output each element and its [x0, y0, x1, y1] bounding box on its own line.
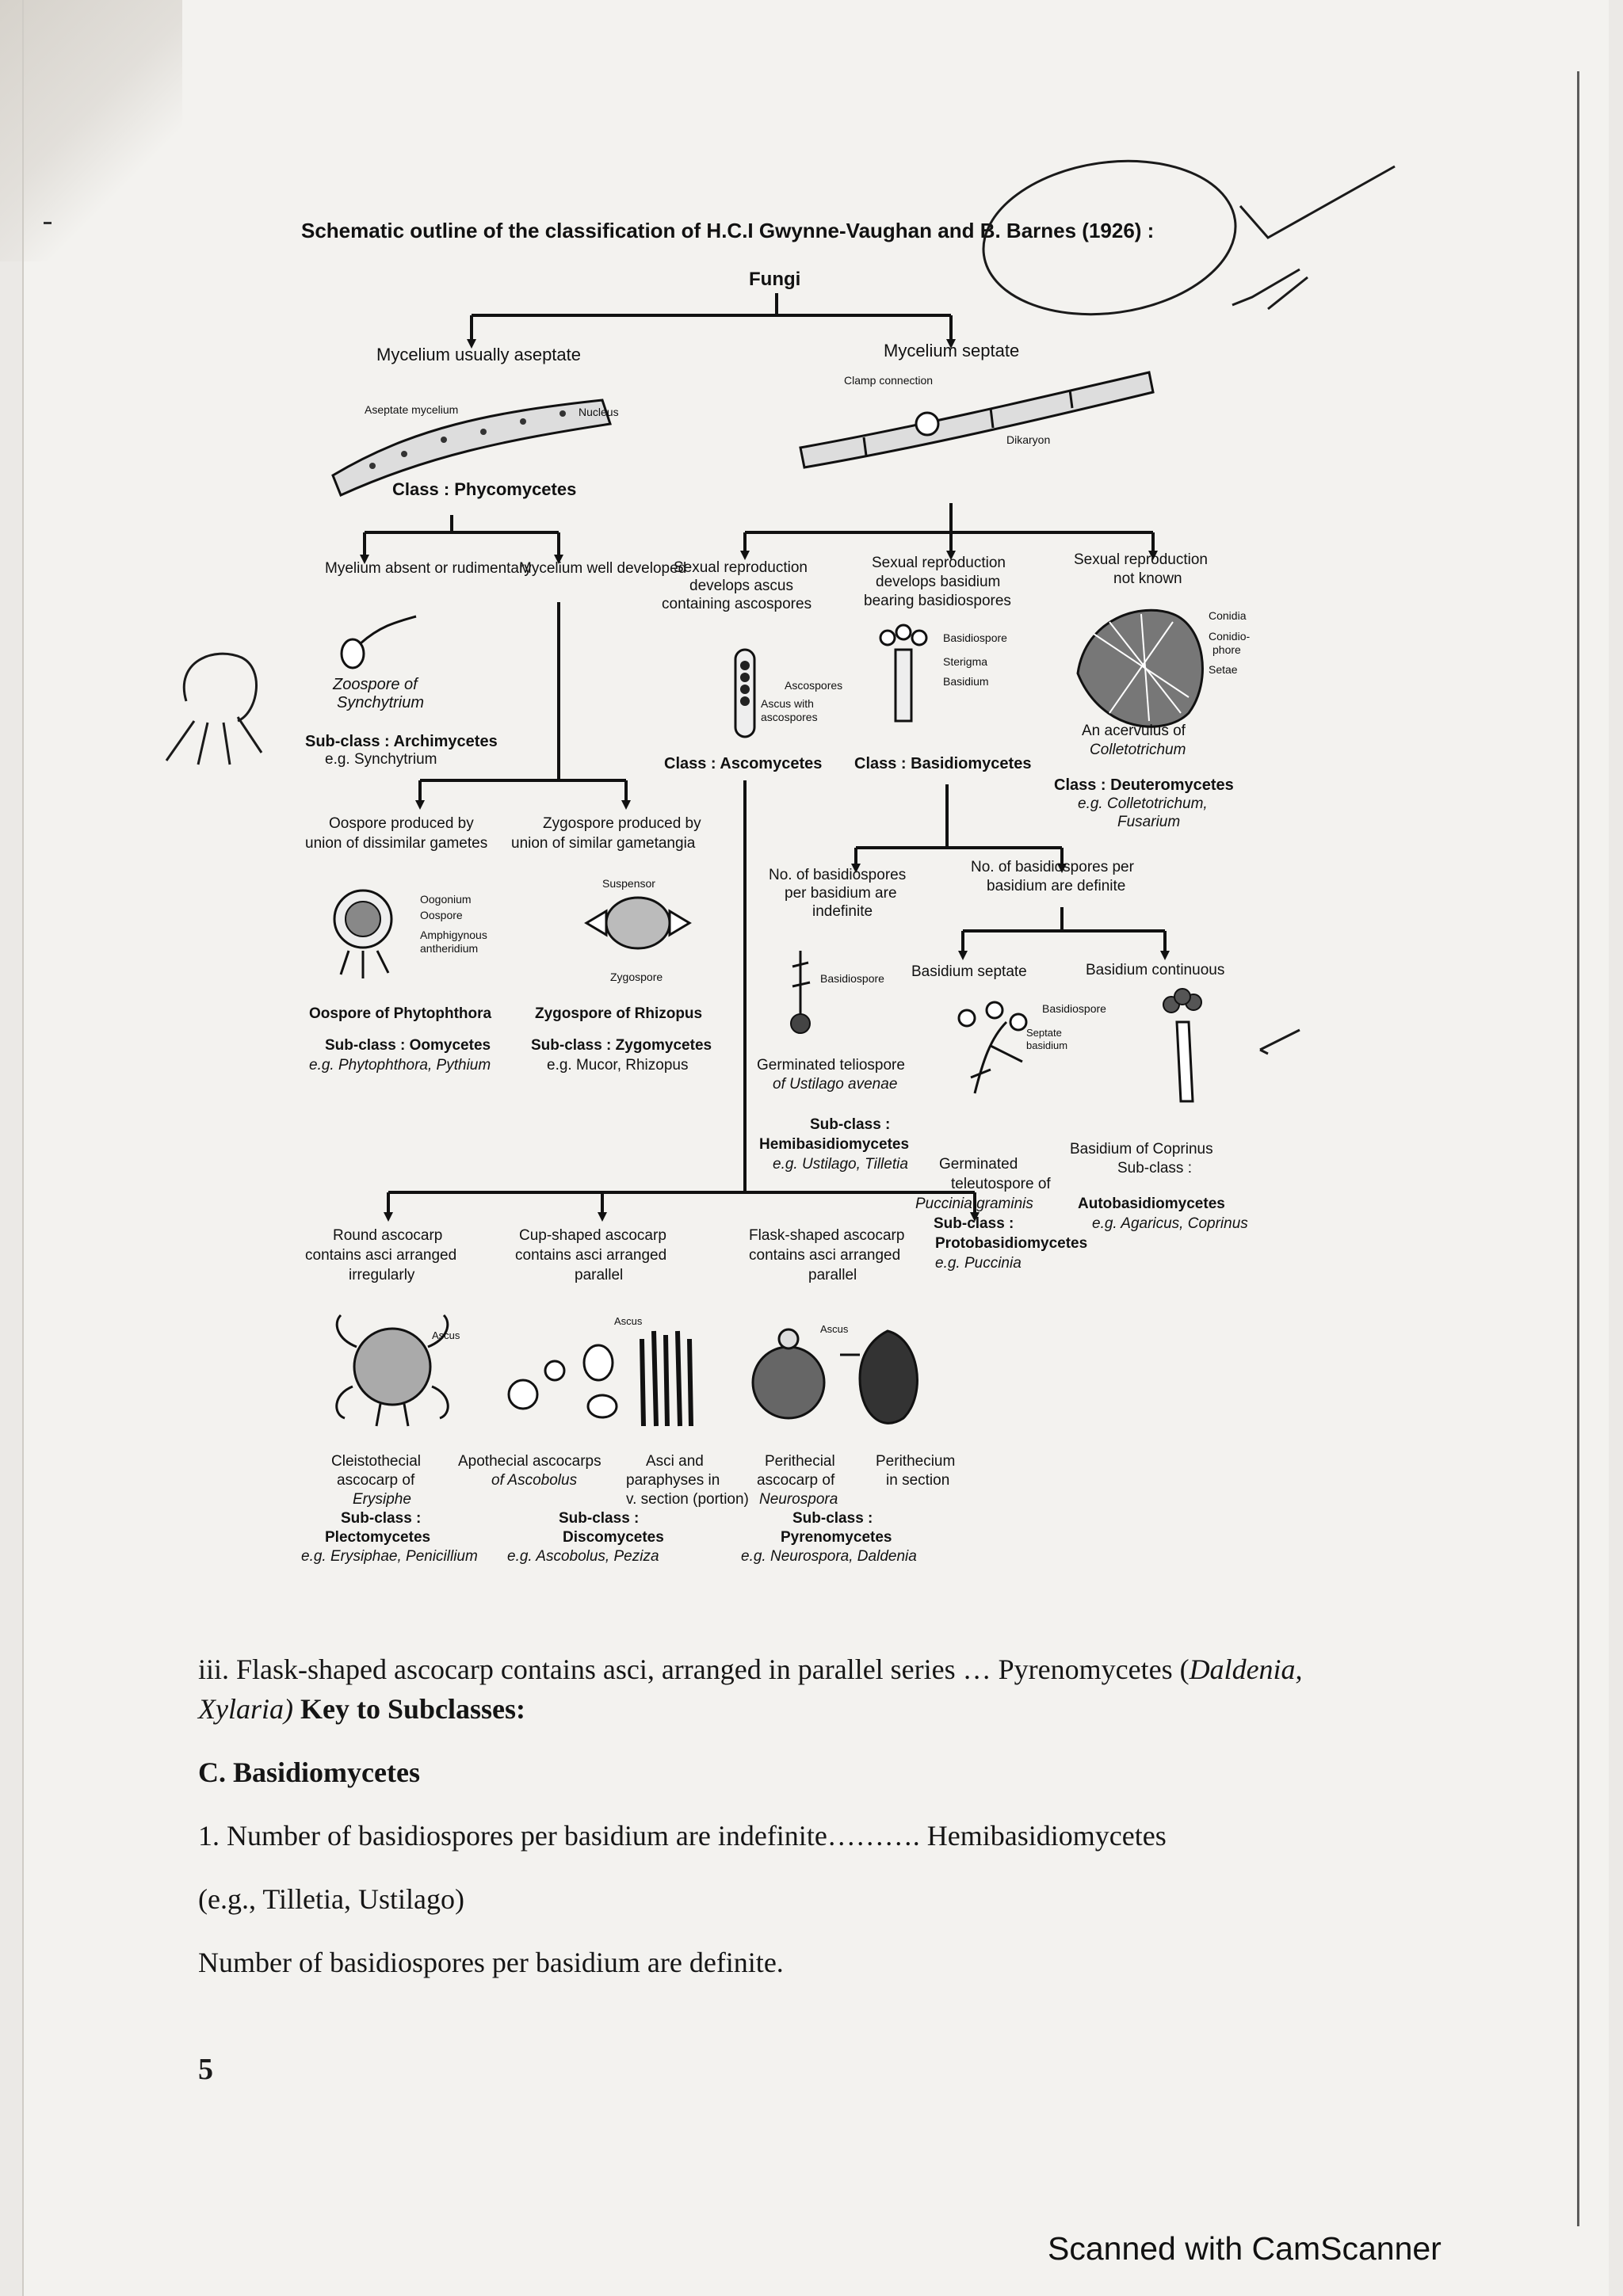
hemi-label-2: Hemibasidiomycetes [759, 1136, 910, 1153]
class-ascomycetes: Class : Ascomycetes [664, 755, 823, 772]
perith-3: Neurospora [759, 1491, 838, 1508]
nucleus-label: Nucleus [579, 406, 619, 418]
paragraph-line-2: Xylaria) Key to Subclasses: [198, 1693, 525, 1725]
conidiophore-label-2: phore [1212, 643, 1241, 656]
teliospore-drawing [792, 951, 810, 1014]
sexual-basid-3: bearing basidiospores [864, 593, 1011, 609]
disco-1: Sub-class : [559, 1510, 640, 1527]
germinated-3: Puccinia graminis [915, 1196, 1033, 1212]
zoospore-label: Zoospore of [333, 676, 418, 693]
mycelium-well-developed: Mycelium well developed [519, 560, 687, 577]
sexual-basid-1: Sexual reproduction [872, 555, 1006, 571]
cup-1: Cup-shaped ascocarp [519, 1227, 666, 1244]
zygospore-heading-2: union of similar gametangia [511, 835, 696, 852]
hemi-label-1: Sub-class : [810, 1116, 891, 1133]
auto-label-2: Autobasidiomycetes [1078, 1196, 1225, 1212]
teliospore-caption-2: of Ustilago avenae [773, 1076, 898, 1093]
oomycetes-example: e.g. Phytophthora, Pythium [309, 1057, 491, 1074]
oogonium-label: Oogonium [420, 893, 472, 906]
perith-sec-2: in section [886, 1472, 950, 1489]
disco-example: e.g. Ascobolus, Peziza [507, 1548, 659, 1565]
cleistothecium-drawing [354, 1329, 430, 1405]
asci-1: Asci and [646, 1453, 704, 1470]
sexual-none-2: not known [1113, 570, 1182, 587]
apothecium-drawing [509, 1345, 617, 1417]
acervulus-caption-2: Colletotrichum [1090, 742, 1186, 758]
ascus-label-1: Ascus [432, 1329, 460, 1341]
disco-2: Discomycetes [563, 1529, 664, 1546]
cup-3: parallel [575, 1267, 624, 1283]
sexual-ascus-2: develops ascus [689, 578, 793, 594]
round-1: Round ascocarp [333, 1227, 443, 1244]
ascus-ascospores-label: ascospores [761, 711, 818, 723]
class-basidiomycetes: Class : Basidiomycetes [854, 755, 1032, 772]
cleisto-2: ascocarp of [337, 1472, 415, 1489]
acervulus-caption-1: An acervulus of [1082, 723, 1186, 739]
zygomycetes-example: e.g. Mucor, Rhizopus [547, 1057, 689, 1074]
round-2: contains asci arranged [305, 1247, 457, 1264]
page-number: 5 [198, 2053, 213, 2086]
archimycetes-label: Sub-class : Archimycetes [305, 733, 498, 750]
clamp-connection-label: Clamp connection [844, 374, 934, 387]
asci-2: paraphyses in [626, 1472, 720, 1489]
suspensor-label: Suspensor [602, 877, 655, 890]
indefinite-1: No. of basidiospores [769, 867, 907, 883]
antheridium-label: antheridium [420, 942, 479, 955]
setae-label: Setae [1209, 663, 1238, 676]
oospore-caption: Oospore of Phytophthora [309, 1005, 492, 1022]
hemi-example: e.g. Ustilago, Tilletia [773, 1156, 908, 1173]
perith-sec-1: Perithecium [876, 1453, 956, 1470]
conidiophore-label-1: Conidio- [1209, 630, 1251, 643]
ascus-with-label: Ascus with [761, 697, 814, 710]
germinated-2: teleutospore of [951, 1176, 1051, 1192]
asci-paraphyses-drawing [642, 1331, 691, 1426]
aseptate-heading: Mycelium usually aseptate [376, 345, 582, 364]
zygospore-heading-1: Zygospore produced by [543, 815, 701, 832]
flask-2: contains asci arranged [749, 1247, 901, 1264]
definite-2: basidium are definite [987, 878, 1126, 894]
septate-basidium-label-2: basidium [1026, 1039, 1068, 1051]
diagram-title: Schematic outline of the classification of H.C.I Gwynne-Vaughan and B. Barnes (1926) : [301, 219, 1155, 242]
sterigma-label: Sterigma [943, 655, 988, 668]
round-3: irregularly [349, 1267, 415, 1283]
section-heading: C. Basidiomycetes [198, 1756, 420, 1788]
fungi-label: Fungi [749, 269, 801, 290]
aseptate-mycelium-label: Aseptate mycelium [365, 403, 459, 416]
auto-example: e.g. Agaricus, Coprinus [1092, 1215, 1248, 1232]
germinated-1: Germinated [939, 1156, 1018, 1173]
basidium-label: Basidium [943, 675, 989, 688]
plecto-example: e.g. Erysiphae, Penicillium [301, 1548, 478, 1565]
proto-example: e.g. Puccinia [935, 1255, 1022, 1272]
ascus-label-3: Ascus [820, 1323, 849, 1335]
plecto-1: Sub-class : [341, 1510, 422, 1527]
sexual-basid-2: develops basidium [876, 574, 1001, 590]
septate-basidiospore-label: Basidiospore [1042, 1002, 1106, 1015]
zygomycetes-label: Sub-class : Zygomycetes [531, 1037, 712, 1054]
zygospore-caption: Zygospore of Rhizopus [535, 1005, 703, 1022]
asci-3: v. section (portion) [626, 1491, 749, 1508]
pyreno-1: Sub-class : [792, 1510, 873, 1527]
ascus-label-2: Ascus [614, 1315, 643, 1327]
flask-3: parallel [808, 1267, 857, 1283]
indefinite-3: indefinite [812, 903, 873, 920]
basidium-drawing [896, 650, 911, 721]
perithecium-drawing [753, 1347, 824, 1418]
class-deuteromycetes: Class : Deuteromycetes [1054, 776, 1234, 794]
oospore-heading-1: Oospore produced by [329, 815, 474, 832]
archimycetes-example: e.g. Synchytrium [325, 751, 437, 768]
flask-1: Flask-shaped ascocarp [749, 1227, 905, 1244]
indefinite-2: per basidium are [785, 885, 897, 902]
example-line: (e.g., Tilletia, Ustilago) [198, 1883, 464, 1915]
perith-2: ascocarp of [757, 1472, 835, 1489]
pyreno-example: e.g. Neurospora, Daldenia [741, 1548, 917, 1565]
cleisto-3: Erysiphe [353, 1491, 411, 1508]
septate-basidium-drawing [971, 1022, 1022, 1093]
class-phycomycetes: Class : Phycomycetes [392, 479, 577, 499]
septate-hypha [800, 372, 1153, 467]
list-item-2: Number of basidiospores per basidium are definite. [198, 1947, 784, 1978]
coprinus-basidium-drawing [1177, 1022, 1193, 1101]
synchytrium-label: Synchytrium [337, 694, 425, 711]
oomycetes-label: Sub-class : Oomycetes [325, 1037, 491, 1054]
deuteromycetes-example-2: Fusarium [1117, 814, 1181, 830]
teliospore-caption-1: Germinated teliospore [757, 1057, 905, 1074]
sexual-ascus-3: containing ascospores [662, 596, 812, 612]
perith-1: Perithecial [765, 1453, 835, 1470]
paragraph-line-1: iii. Flask-shaped ascocarp contains asci, arranged in parallel series … Pyrenomycetes (Daldenia, [198, 1653, 1303, 1685]
sexual-ascus-1: Sexual reproduction [674, 559, 808, 576]
apoth-1: Apothecial ascocarps [458, 1453, 601, 1470]
basidium-septate: Basidium septate [911, 963, 1027, 980]
ascospores-label: Ascospores [785, 679, 843, 692]
definite-1: No. of basidiospores per [971, 859, 1134, 875]
camscanner-watermark: Scanned with CamScanner [1048, 2230, 1442, 2267]
deuteromycetes-example-1: e.g. Colletotrichum, [1078, 795, 1208, 812]
pyreno-2: Pyrenomycetes [781, 1529, 892, 1546]
dikaryon-label: Dikaryon [1006, 433, 1051, 446]
perithecium-section-drawing [860, 1331, 917, 1423]
mycelium-absent: Myelium absent or rudimentary [325, 560, 532, 577]
plecto-2: Plectomycetes [325, 1529, 431, 1546]
zygospore-drawing [606, 898, 670, 948]
list-item-1: 1. Number of basidiospores per basidium are indefinite………. Hemibasidiomycetes [198, 1820, 1167, 1852]
basidiospore-top-label: Basidiospore [943, 631, 1007, 644]
conidia-label: Conidia [1209, 609, 1247, 622]
sexual-none-1: Sexual reproduction [1074, 551, 1208, 568]
proto-label-1: Sub-class : [934, 1215, 1014, 1232]
apoth-2: of Ascobolus [491, 1472, 578, 1489]
septate-basidium-label-1: Septate [1026, 1027, 1062, 1039]
oospore-heading-2: union of dissimilar gametes [305, 835, 488, 852]
cleisto-1: Cleistothecial [331, 1453, 421, 1470]
basidiospore-small-label: Basidiospore [820, 972, 884, 985]
proto-label-2: Protobasidiomycetes [935, 1235, 1088, 1252]
oospore-label: Oospore [420, 909, 463, 921]
zygospore-label: Zygospore [610, 971, 663, 983]
septate-heading: Mycelium septate [884, 341, 1020, 360]
zoospore-drawing [342, 639, 364, 668]
cup-2: contains asci arranged [515, 1247, 667, 1264]
coprinus-caption: Basidium of Coprinus [1070, 1141, 1213, 1158]
basidium-continuous: Basidium continuous [1086, 962, 1225, 978]
amphigynous-label: Amphigynous [420, 929, 487, 941]
auto-label-1: Sub-class : [1117, 1160, 1192, 1177]
